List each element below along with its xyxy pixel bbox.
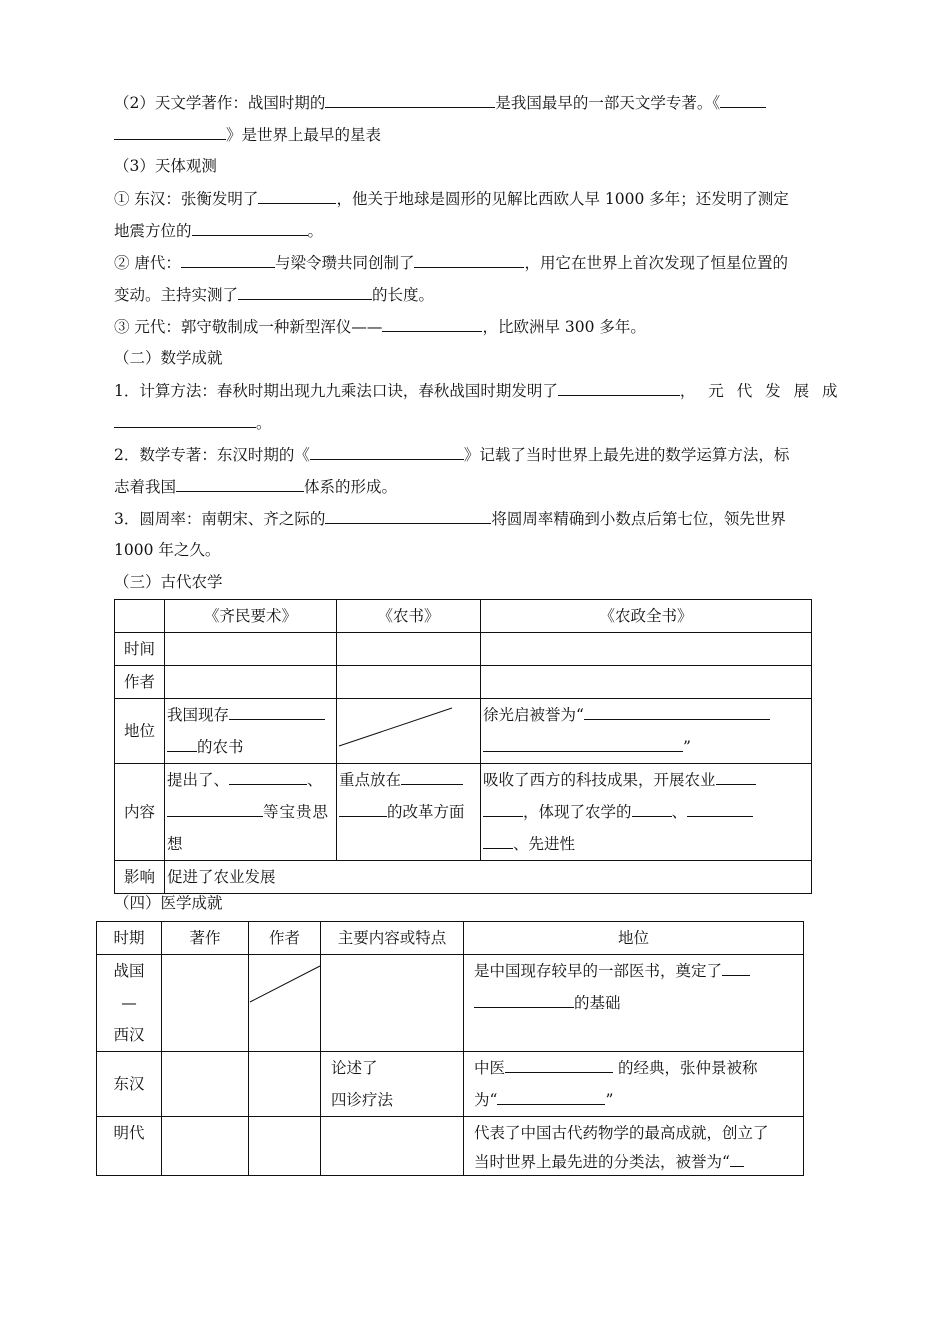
agri-heading: （三）古代农学 bbox=[114, 573, 223, 591]
text: 四诊疗法 bbox=[331, 1091, 394, 1109]
fill-blank[interactable] bbox=[258, 188, 336, 204]
text: ” bbox=[683, 738, 691, 756]
agri-row-content: 内容 bbox=[115, 764, 165, 861]
text: 的农书 bbox=[197, 738, 244, 756]
math-calc-line-2 bbox=[114, 412, 838, 433]
text: 想 bbox=[167, 835, 183, 853]
astronomy-book-line bbox=[114, 92, 838, 113]
text: 的长度。 bbox=[372, 286, 435, 304]
text: 重点放在 bbox=[339, 771, 402, 789]
diagonal-strike bbox=[337, 699, 481, 763]
text: 、先进性 bbox=[513, 835, 576, 853]
agri-header-nongzheng: 《农政全书》 bbox=[481, 600, 812, 633]
text: 为“ bbox=[474, 1091, 498, 1109]
agri-status-nongshu-crossed bbox=[337, 699, 481, 764]
med-header-content: 主要内容或特点 bbox=[321, 922, 464, 955]
text: 提出了、 bbox=[167, 771, 230, 789]
han-line bbox=[114, 188, 838, 209]
han-line-2 bbox=[114, 220, 838, 241]
fill-blank[interactable] bbox=[414, 252, 524, 268]
astronomy-book-line-2 bbox=[114, 124, 838, 145]
yuan-line bbox=[114, 316, 838, 337]
fill-blank[interactable] bbox=[401, 769, 463, 785]
text: （2）天文学著作：战国时期的 bbox=[114, 94, 326, 112]
agri-cell[interactable] bbox=[165, 633, 337, 666]
fill-blank[interactable] bbox=[229, 769, 307, 785]
med-status-r2 bbox=[464, 1052, 804, 1117]
math-book-line-2 bbox=[114, 476, 838, 497]
math-pi-line bbox=[114, 508, 838, 529]
med-header-status: 地位 bbox=[464, 922, 804, 955]
fill-blank[interactable] bbox=[497, 1089, 605, 1105]
fill-blank[interactable] bbox=[192, 220, 308, 236]
med-cell[interactable] bbox=[321, 1117, 464, 1176]
fill-blank[interactable] bbox=[483, 801, 523, 817]
fill-blank[interactable] bbox=[238, 284, 372, 300]
text: 我国现存 bbox=[167, 706, 230, 724]
fill-blank[interactable] bbox=[167, 801, 263, 817]
agri-cell[interactable] bbox=[337, 666, 481, 699]
med-header-book: 著作 bbox=[162, 922, 249, 955]
text: ” bbox=[605, 1091, 614, 1109]
agri-content-qimin bbox=[165, 764, 337, 861]
text: ① 东汉：张衡发明了 bbox=[114, 190, 259, 208]
text: 3．圆周率：南朝宋、齐之际的 bbox=[114, 510, 326, 528]
text: 当时世界上最先进的分类法，被誉为“ bbox=[474, 1153, 730, 1171]
fill-blank[interactable] bbox=[483, 833, 513, 849]
fill-blank[interactable] bbox=[114, 412, 256, 428]
med-cell[interactable] bbox=[162, 1052, 249, 1117]
text: 》是世界上最早的星表 bbox=[226, 126, 382, 144]
agri-row-status: 地位 bbox=[115, 699, 165, 764]
med-period-mingdai: 明代 bbox=[97, 1117, 162, 1176]
med-status-r3 bbox=[464, 1117, 804, 1176]
fill-blank[interactable] bbox=[310, 444, 464, 460]
agri-header-empty bbox=[115, 600, 165, 633]
agri-row-impact: 影响 bbox=[115, 861, 165, 894]
fill-blank[interactable] bbox=[176, 476, 304, 492]
text: 徐光启被誉为“ bbox=[483, 706, 584, 724]
text: — bbox=[121, 994, 137, 1012]
observation-heading: （3）天体观测 bbox=[114, 157, 217, 175]
text: ③ 元代：郭守敬制成一种新型浑仪—— bbox=[114, 318, 383, 336]
text: 是中国现存较早的一部医书，奠定了 bbox=[474, 962, 723, 980]
text: ，用它在世界上首次发现了恒星位置的 bbox=[524, 254, 788, 272]
text: 西汉 bbox=[113, 1026, 145, 1044]
med-header-period: 时期 bbox=[97, 922, 162, 955]
text: 代表了中国古代药物学的最高成就，创立了 bbox=[474, 1124, 769, 1142]
text: 论述了 bbox=[331, 1059, 378, 1077]
text: 中医 bbox=[474, 1059, 506, 1077]
text: 战国 bbox=[113, 962, 145, 980]
text: 的改革方面 bbox=[387, 803, 465, 821]
fill-blank[interactable] bbox=[730, 1151, 744, 1167]
fill-blank[interactable] bbox=[325, 92, 495, 108]
text: 将圆周率精确到小数点后第七位，领先世界 bbox=[491, 510, 786, 528]
text: 地震方位的 bbox=[114, 222, 192, 240]
text: ② 唐代： bbox=[114, 254, 181, 272]
text: 。 bbox=[256, 414, 272, 432]
text: 变动。主持实测了 bbox=[114, 286, 239, 304]
fill-blank[interactable] bbox=[722, 960, 750, 976]
med-author-crossed bbox=[249, 955, 321, 1052]
text: 吸收了西方的科技成果，开展农业 bbox=[483, 771, 716, 789]
text: 等宝贵思 bbox=[263, 803, 330, 821]
fill-blank[interactable] bbox=[167, 736, 197, 752]
fill-blank[interactable] bbox=[720, 92, 766, 108]
math-pi-line-2: 1000 年之久。 bbox=[114, 541, 221, 559]
text: 的经典，张仲景被称 bbox=[613, 1059, 758, 1077]
med-period-donghan: 东汉 bbox=[97, 1052, 162, 1117]
math-book-line bbox=[114, 444, 838, 465]
text: 、 bbox=[671, 803, 688, 821]
diagonal-strike bbox=[249, 955, 321, 1051]
text: 的基础 bbox=[574, 994, 621, 1012]
med-cell[interactable] bbox=[162, 955, 249, 1052]
fill-blank[interactable] bbox=[687, 801, 753, 817]
text: ，体现了农学的 bbox=[523, 803, 632, 821]
math-calc-line bbox=[114, 380, 842, 401]
text: 2．数学专著：东汉时期的《 bbox=[114, 446, 310, 464]
agri-impact-text: 促进了农业发展 bbox=[165, 861, 812, 894]
text: 1．计算方法：春秋时期出现九九乘法口诀，春秋战国时期发明了 bbox=[114, 382, 558, 400]
fill-blank[interactable] bbox=[632, 801, 672, 817]
fill-blank[interactable] bbox=[483, 736, 683, 752]
fill-blank[interactable] bbox=[325, 508, 491, 524]
fill-blank[interactable] bbox=[114, 124, 226, 140]
med-cell[interactable] bbox=[321, 955, 464, 1052]
med-cell[interactable] bbox=[249, 1052, 321, 1117]
fill-blank[interactable] bbox=[505, 1057, 613, 1073]
medicine-heading: （四）医学成就 bbox=[114, 894, 223, 912]
med-period-warring-han bbox=[97, 955, 162, 1052]
fill-blank[interactable] bbox=[474, 992, 574, 1008]
agri-row-time: 时间 bbox=[115, 633, 165, 666]
text: 》记载了当时世界上最先进的数学运算方法，标 bbox=[463, 446, 790, 464]
agri-cell[interactable] bbox=[337, 633, 481, 666]
agri-content-nongshu bbox=[337, 764, 481, 861]
fill-blank[interactable] bbox=[181, 252, 275, 268]
agri-cell[interactable] bbox=[481, 666, 812, 699]
agri-status-qimin bbox=[165, 699, 337, 764]
agri-cell[interactable] bbox=[165, 666, 337, 699]
text: 与梁令瓒共同创制了 bbox=[274, 254, 415, 272]
text: 是我国最早的一部天文学专著。《 bbox=[495, 94, 721, 112]
agri-status-nongzheng bbox=[481, 699, 812, 764]
text: ，比欧洲早 300 多年。 bbox=[482, 318, 646, 336]
med-status-r1 bbox=[464, 955, 804, 1052]
text: 、 bbox=[307, 771, 323, 789]
agri-cell[interactable] bbox=[481, 633, 812, 666]
med-cell[interactable] bbox=[249, 1117, 321, 1176]
agri-content-nongzheng bbox=[481, 764, 812, 861]
medicine-table bbox=[96, 921, 804, 1176]
tang-line bbox=[114, 252, 838, 273]
tang-line-2 bbox=[114, 284, 838, 305]
med-content-r2 bbox=[321, 1052, 464, 1117]
agri-row-author: 作者 bbox=[115, 666, 165, 699]
agri-header-nongshu: 《农书》 bbox=[337, 600, 481, 633]
fill-blank[interactable] bbox=[716, 769, 756, 785]
text: ， 元 代 发 展 成 bbox=[679, 382, 842, 400]
fill-blank[interactable] bbox=[382, 316, 482, 332]
agri-table bbox=[114, 599, 812, 894]
text: 体系的形成。 bbox=[304, 478, 398, 496]
text: ，他关于地球是圆形的见解比西欧人早 1000 多年；还发明了测定 bbox=[336, 190, 789, 208]
med-header-author: 作者 bbox=[249, 922, 321, 955]
agri-header-qimin: 《齐民要术》 bbox=[165, 600, 337, 633]
fill-blank[interactable] bbox=[584, 704, 770, 720]
text: 志着我国 bbox=[114, 478, 177, 496]
fill-blank[interactable] bbox=[229, 704, 325, 720]
fill-blank[interactable] bbox=[339, 801, 387, 817]
med-cell[interactable] bbox=[162, 1117, 249, 1176]
fill-blank[interactable] bbox=[558, 380, 680, 396]
math-heading: （二）数学成就 bbox=[114, 349, 223, 367]
text: 。 bbox=[307, 222, 324, 240]
